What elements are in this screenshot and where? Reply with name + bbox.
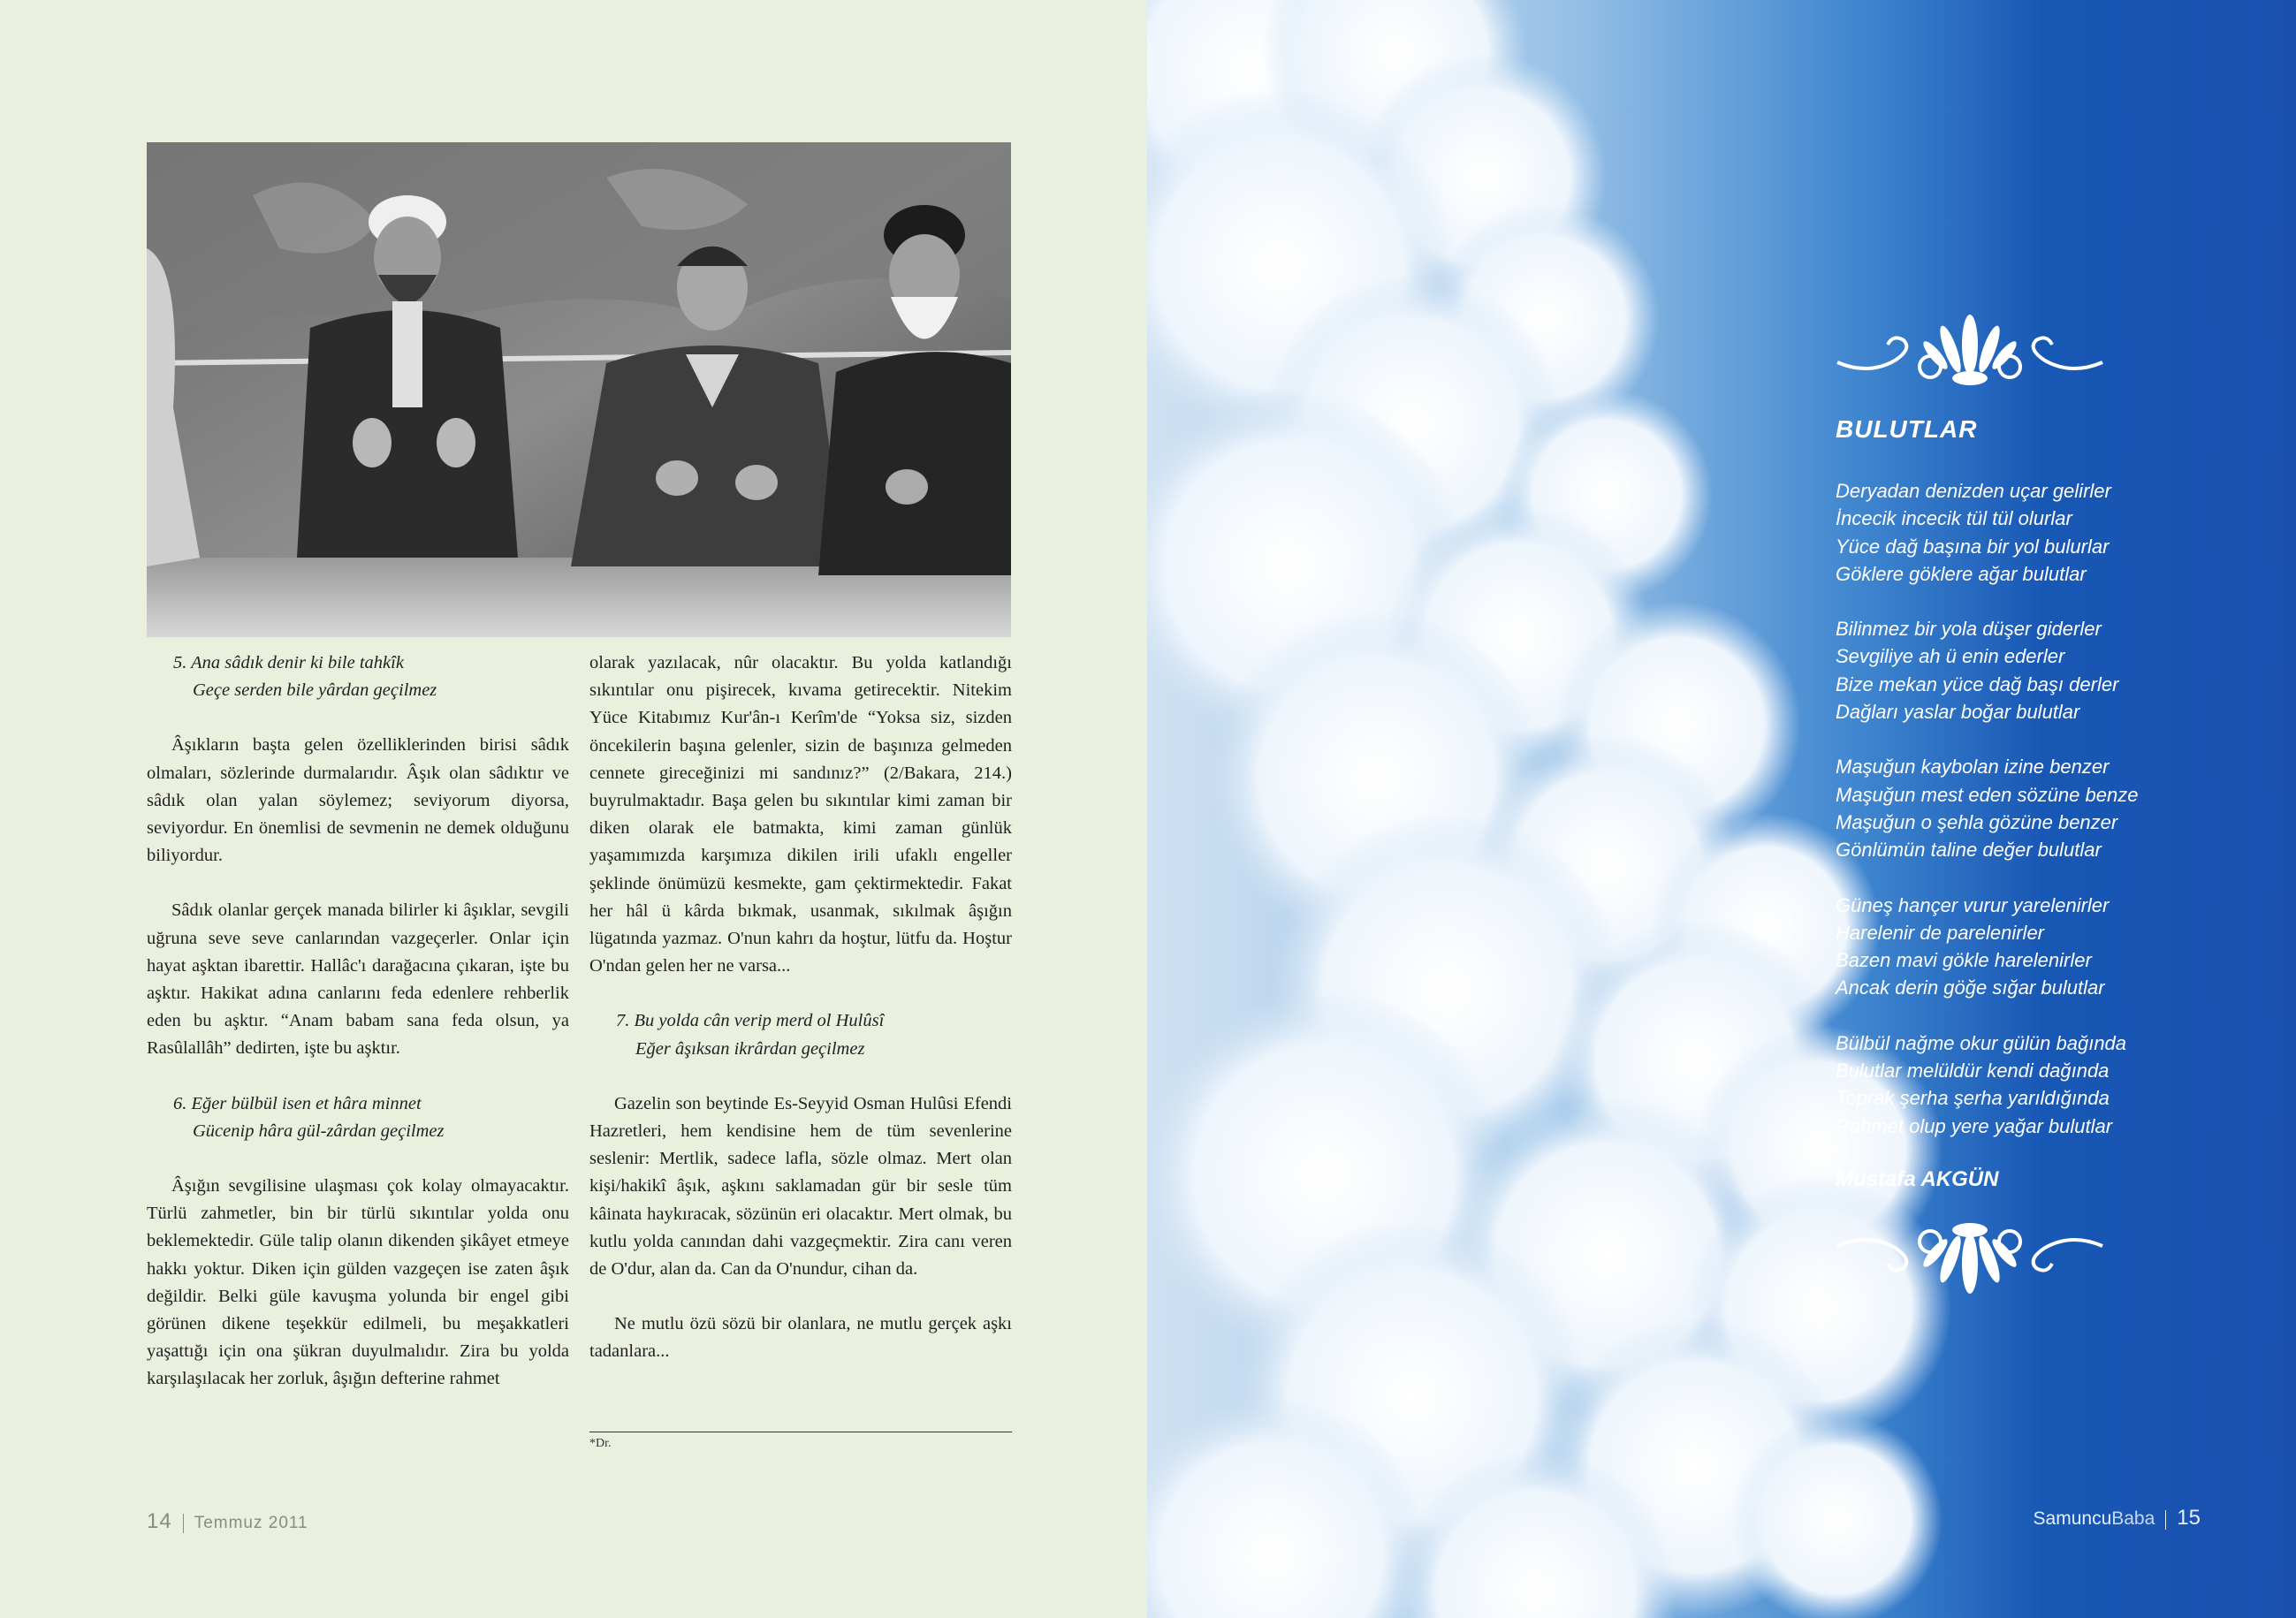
poem-line: Harelenir de parelenirler <box>1836 921 2045 944</box>
poem-line: Göklere göklere ağar bulutlar <box>1836 562 2087 585</box>
paragraph: Âşığın sevgilisine ulaşması çok kolay olmayacaktır. Türlü zahmetler, bin bir türlü sıkıntılar yolda onu beklemektedir. Güle talip olanın dikenden şikâyet etmeye hakkı yoktur. Diken için gülden vazgeçen ise zaten âşık değildir. Belki güle kavuşma yolunda bir engel gibi görünen dikene teşekkür edilmeli, bu meşakkatleri yaşattığı için ona şükran duyulmalıdır. Zira bu yolda karşılaşılacak her zorluk, âşığın defterine rahmet <box>147 1176 569 1389</box>
poem-stanza <box>1836 1029 2207 1140</box>
poem-line: Güneş hançer vurur yarelenirler <box>1836 893 2110 916</box>
poem-line: Bulutlar melüldür kendi dağında <box>1836 1060 2110 1082</box>
poem-line: Bülbül nağme okur gülün bağında <box>1836 1031 2127 1054</box>
poem-line: Rahmet olup yere yağar bulutlar <box>1836 1114 2113 1137</box>
left-text-column <box>147 649 569 1394</box>
verse-line: Eğer âşıksan ikrârdan geçilmez <box>635 1038 865 1059</box>
verse-6 <box>147 1090 569 1145</box>
poem-title: BULUTLAR <box>1836 415 1978 443</box>
verse-line: Gücenip hâra gül-zârdan geçilmez <box>193 1120 445 1141</box>
poem-stanza <box>1836 477 2207 588</box>
folio-right <box>2034 1506 2201 1531</box>
poem-line: Maşuğun mest eden sözüne benze <box>1836 783 2139 806</box>
poem-line: Deryadan denizden uçar gelirler <box>1836 480 2111 502</box>
right-text-column <box>589 649 1012 1366</box>
page-number: 14 <box>147 1509 172 1533</box>
poem-line: Ancak derin göğe sığar bulutlar <box>1836 976 2105 999</box>
page-number: 15 <box>2177 1506 2201 1530</box>
verse-line: 7. Bu yolda cân verip merd ol Hulûsî <box>616 1011 885 1031</box>
brand-part: Baba <box>2111 1508 2155 1529</box>
poem-line: Maşuğun kaybolan izine benzer <box>1836 756 2110 779</box>
poem-line: Dağları yaslar boğar bulutlar <box>1836 701 2080 724</box>
verse-7 <box>589 1007 1012 1062</box>
issue-date: Temmuz 2011 <box>194 1514 308 1532</box>
paragraph: Sâdık olanlar gerçek manada bilirler ki âşıklar, sevgili uğruna seve seve canlarından vazgeçerler. Onlar için hayat aşktan ibarettir. Hallâc'ı darağacına çıkaran, işte bu aşktır. Hakikat adına canlarını feda edenlere rehberlik eden bu aşktır. “Anam babam sana feda olsun, ya Rasûlallâh” dedirten, işte bu aşktır. <box>147 900 569 1059</box>
verse-line: 5. Ana sâdık denir ki bile tahkîk <box>173 653 404 672</box>
historical-photo <box>147 142 1011 637</box>
photo-illustration <box>147 142 1011 637</box>
poem-stanza <box>1836 753 2207 863</box>
brand-part: Samuncu <box>2033 1508 2112 1529</box>
poem-stanza <box>1836 615 2207 725</box>
verse-5 <box>147 649 569 704</box>
ornament-top-icon <box>1833 309 2107 389</box>
left-page <box>0 0 1147 1618</box>
magazine-brand <box>2034 1508 2155 1529</box>
poem-line: Gönlümün taline değer bulutlar <box>1836 839 2102 862</box>
poem-line: Yüce dağ başına bir yol bulurlar <box>1836 535 2110 558</box>
poem <box>1836 415 2207 1192</box>
poem-line: Sevgiliye ah ü enin ederler <box>1836 645 2065 668</box>
folio-left <box>147 1509 308 1534</box>
poem-line: Bize mekan yüce dağ başı derler <box>1836 672 2119 695</box>
poem-line: İncecik incecik tül tül olurlar <box>1836 507 2072 530</box>
paragraph: Ne mutlu özü sözü bir olanlara, ne mutlu gerçek aşkı tadanlara... <box>589 1314 1012 1362</box>
paragraph: olarak yazılacak, nûr olacaktır. Bu yolda katlandığı sıkıntılar onu pişirecek, kıvama getirecektir. Nitekim Yüce Kitabımız Kur'ân-ı Kerîm'de “Yoksa siz, sizden öncekilerin başına gelenler, sizin de başınıza gelmeden cennete gireceğinizi mi sandınız?” (2/Bakara, 214.) buyrulmaktadır. Başa gelen bu sıkıntılar kimi zaman bir diken olarak ele batmakta, kimi zaman günlük yaşamımızda karşımıza dikilen irili ufaklı engeller şeklinde önümüzü kesmekte, gam çektirmektedir. Fakat her hâl ü kârda bıkmak, usanmak, sıkılmak âşığın lügatında yazmaz. O'nun kahrı da hoştur, lütfu da. Hoştur O'ndan gelen her ne varsa... <box>589 653 1012 976</box>
poem-line: Bilinmez bir yola düşer giderler <box>1836 618 2102 641</box>
poem-line: Toprak şerha şerha yarıldığında <box>1836 1087 2110 1110</box>
poem-author: Mustafa AKGÜN <box>1836 1166 1999 1191</box>
right-page <box>1147 0 2296 1618</box>
poem-line: Maşuğun o şehla gözüne benzer <box>1836 810 2118 833</box>
paragraph: Âşıkların başta gelen özelliklerinden birisi sâdık olmaları, sözlerinde durmalarıdır. Âşık olan sâdıktır ve sâdık olan yalan söylemez; seviyorum diyorsa, seviyordur. En önemlisi de sevmenin ne demek olduğunu biliyordur. <box>147 735 569 866</box>
verse-line: 6. Eğer bülbül isen et hâra minnet <box>173 1093 422 1113</box>
paragraph: Gazelin son beytinde Es-Seyyid Osman Hulûsi Efendi Hazretleri, hem kendisine hem de tüm sevenlerine seslenir: Mertlik, sadece lafla, sözle olmaz. Mert olan kişi/hakikî âşık, aşkını saklamadan gür bir sesle tüm kâinata haykıracak, sözünün eri olacaktır. Mert olmak, bu kutlu yolda canından dahi vazgeçmektir. Zira canı veren de O'dur, alan da. Can da O'nundur, cihan da. <box>589 1093 1012 1280</box>
poem-line: Bazen mavi gökle harelenirler <box>1836 949 2092 972</box>
footnote: *Dr. <box>589 1437 612 1450</box>
poem-stanza <box>1836 892 2207 1002</box>
verse-line: Geçe serden bile yârdan geçilmez <box>193 680 437 701</box>
ornament-bottom-icon <box>1833 1219 2107 1299</box>
